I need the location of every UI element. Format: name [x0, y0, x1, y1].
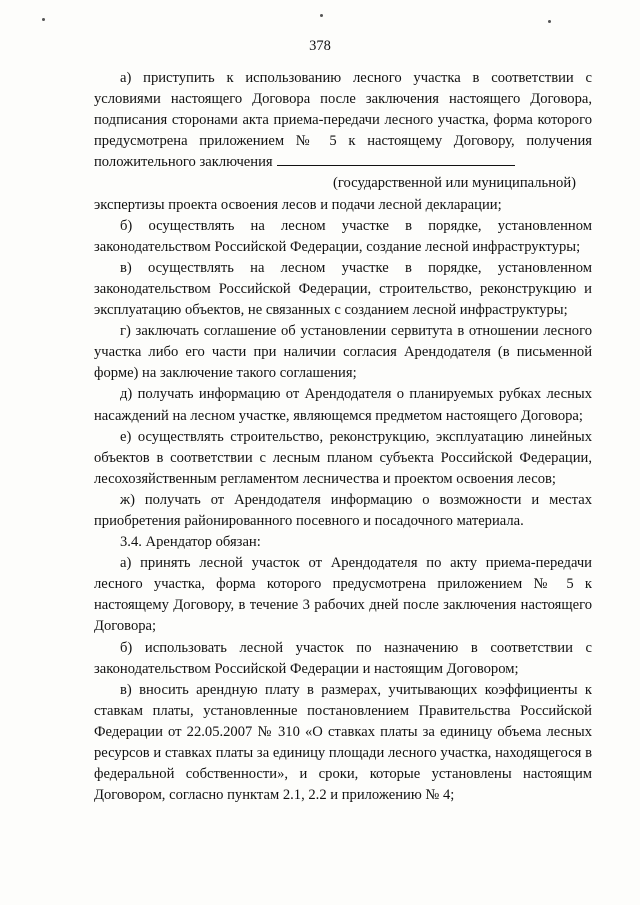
scan-speck — [42, 18, 45, 21]
paragraph-v: в) осуществлять на лесном участке в порядке, установленном законодательством Российской Федерации, строительство, реконструкцию и эксплуатацию объектов, не связанных с созданием лесной инфраструктуры; — [94, 259, 592, 319]
paragraph-a — [94, 68, 592, 195]
paragraph-g: г) заключать соглашение об установлении сервитута в отношении лесного участка либо его части при наличии согласия Арендодателя (в письменной форме) на заключение такого соглашения; — [94, 323, 592, 382]
paragraph-b: б) осуществлять на лесном участке в порядке, установленном законодательством Российской Федерации, создание лесной инфраструктуры; — [94, 217, 592, 255]
blank-line-caption: (государственной или муниципальной) — [333, 175, 576, 192]
paragraph-b2: б) использовать лесной участок по назначению в соответствии с законодательством Российской Федерации и настоящим Договором; — [94, 639, 592, 677]
paragraph-d: д) получать информацию от Арендодателя о планируемых рубках лесных насаждений на лесном участке, являющемся предметом настоящего Договора; — [94, 386, 592, 424]
paragraph-e: е) осуществлять строительство, реконструкцию, эксплуатацию линейных объектов в соответствии с лесным планом субъекта Российской Федерации, лесохозяйственным регламентом лесничества и проектом освоения лесов; — [94, 428, 592, 487]
document-body — [94, 68, 592, 806]
paragraph-a-text: а) приступить к использованию лесного участка в соответствии с условиями настоящего Договора после заключения настоящего Договора, подписания сторонами акта приема-передачи лесного участка, форма которого предусмотрена приложением № 5 к настоящему Договору, получения положительного заключения — [94, 70, 592, 171]
scan-speck — [320, 14, 323, 17]
scan-speck — [548, 20, 551, 23]
section-heading-3-4: 3.4. Арендатор обязан: — [120, 534, 261, 551]
signature-blank-line — [277, 153, 515, 166]
paragraph-v2: в) вносить арендную плату в размерах, учитывающих коэффициенты к ставкам платы, установленные постановлением Правительства Российской Федерации от 22.05.2007 № 310 «О ставках платы за единицу объема лесных ресурсов и ставках платы за единицу площади лесного участка, находящегося в федеральной собственности», и сроки, которые установлены настоящим Договором, согласно пунктам 2.1, 2.2 и приложению № 4; — [94, 681, 592, 804]
paragraph-zh: ж) получать от Арендодателя информацию о возможности и местах приобретения районированного посевного и посадочного материала. — [94, 491, 592, 529]
page-number: 378 — [309, 38, 331, 54]
paragraph-a-continuation: экспертизы проекта освоения лесов и подачи лесной декларации; — [94, 196, 502, 213]
paragraph-a2: а) принять лесной участок от Арендодателя по акту приема-передачи лесного участка, форма которого предусмотрена приложением № 5 к настоящему Договору, в течение 3 рабочих дней после заключения настоящего Договора; — [94, 555, 592, 635]
